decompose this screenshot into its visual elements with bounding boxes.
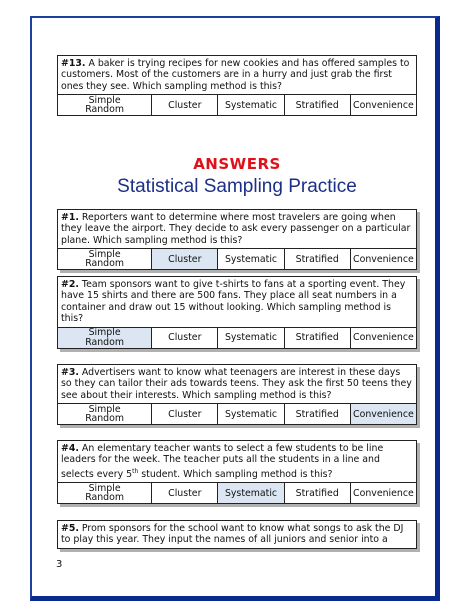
question-body: Reporters want to determine where most travelers are going when they leave the airport. They decide to ask every passenger on a particular plane. Which sampling method is this? — [61, 212, 411, 246]
answer-options — [58, 328, 416, 348]
option-systematic[interactable]: Systematic — [217, 249, 283, 269]
question-body: Team sponsors want to give t-shirts to fans at a sporting event. They have 15 shirts and there are 500 fans. They place all seat numbers in a container and draw out 15 without looking. Which sampling method is this? — [61, 279, 406, 325]
question-13-box — [57, 55, 417, 116]
question-body: Prom sponsors for the school want to know what songs to ask the DJ to play this year. They input the names of all juniors and senior into a — [61, 523, 404, 546]
answer-options — [58, 249, 416, 269]
option-stratified[interactable]: Stratified — [284, 404, 350, 424]
option-simple-random[interactable]: Simple Random — [85, 94, 125, 116]
page-title: Statistical Sampling Practice — [117, 176, 357, 197]
option-convenience[interactable]: Convenience — [350, 404, 416, 424]
question-body-end: student. Which sampling method is this? — [138, 468, 333, 480]
option-systematic[interactable]: Systematic — [217, 95, 283, 115]
question-13-text — [58, 56, 416, 95]
question-2-text — [58, 277, 416, 328]
option-stratified[interactable]: Stratified — [284, 328, 350, 348]
question-4-box — [57, 440, 417, 504]
answers-heading: ANSWERS — [193, 155, 281, 173]
question-number: #2. — [61, 279, 79, 290]
answer-options — [58, 483, 416, 503]
option-cluster[interactable]: Cluster — [151, 328, 217, 348]
question-number: #3. — [61, 367, 79, 378]
option-systematic[interactable]: Systematic — [217, 328, 283, 348]
option-systematic[interactable]: Systematic — [217, 483, 283, 503]
option-convenience[interactable]: Convenience — [350, 95, 416, 115]
question-1-box — [57, 209, 417, 270]
option-simple-random[interactable]: Simple Random — [58, 328, 151, 348]
option-stratified[interactable]: Stratified — [284, 95, 350, 115]
option-stratified[interactable]: Stratified — [284, 249, 350, 269]
option-convenience[interactable]: Convenience — [350, 249, 416, 269]
option-simple-random[interactable]: Simple Random — [85, 248, 125, 270]
question-body: Advertisers want to know what teenagers are interest in these days so they can tailor their ads towards teens. They ask the first 50 teens they see about their interests. Which sampling method is this? — [61, 367, 412, 401]
question-5-box — [57, 520, 417, 549]
ordinal-suffix: th — [132, 467, 139, 475]
question-number: #1. — [61, 212, 79, 223]
option-convenience[interactable]: Convenience — [350, 328, 416, 348]
option-cluster[interactable]: Cluster — [151, 404, 217, 424]
question-number: #13. — [61, 58, 86, 69]
question-5-text — [58, 521, 416, 548]
option-stratified[interactable]: Stratified — [284, 483, 350, 503]
answer-options — [58, 95, 416, 115]
option-convenience[interactable]: Convenience — [350, 483, 416, 503]
answer-options — [58, 404, 416, 424]
question-body: An elementary teacher wants to select a few students to be line leaders for the week. The teacher puts all the students in a line and selects every 5 — [61, 443, 384, 480]
question-body: A baker is trying recipes for new cookies and has offered samples to customers. Most of the customers are in a hurry and just grab the first ones they see. Which sampling method is this? — [61, 58, 410, 92]
question-3-box — [57, 364, 417, 425]
page-number: 3 — [56, 559, 63, 570]
question-5-clip — [57, 520, 420, 554]
question-4-text — [58, 441, 416, 483]
option-cluster[interactable]: Cluster — [151, 483, 217, 503]
option-cluster[interactable]: Cluster — [151, 249, 217, 269]
question-1-text — [58, 210, 416, 249]
question-2-box — [57, 276, 417, 349]
question-number: #5. — [61, 523, 79, 534]
option-systematic[interactable]: Systematic — [217, 404, 283, 424]
question-number: #4. — [61, 443, 79, 454]
option-simple-random[interactable]: Simple Random — [85, 482, 125, 504]
question-3-text — [58, 365, 416, 404]
option-cluster[interactable]: Cluster — [151, 95, 217, 115]
option-simple-random[interactable]: Simple Random — [85, 403, 125, 425]
